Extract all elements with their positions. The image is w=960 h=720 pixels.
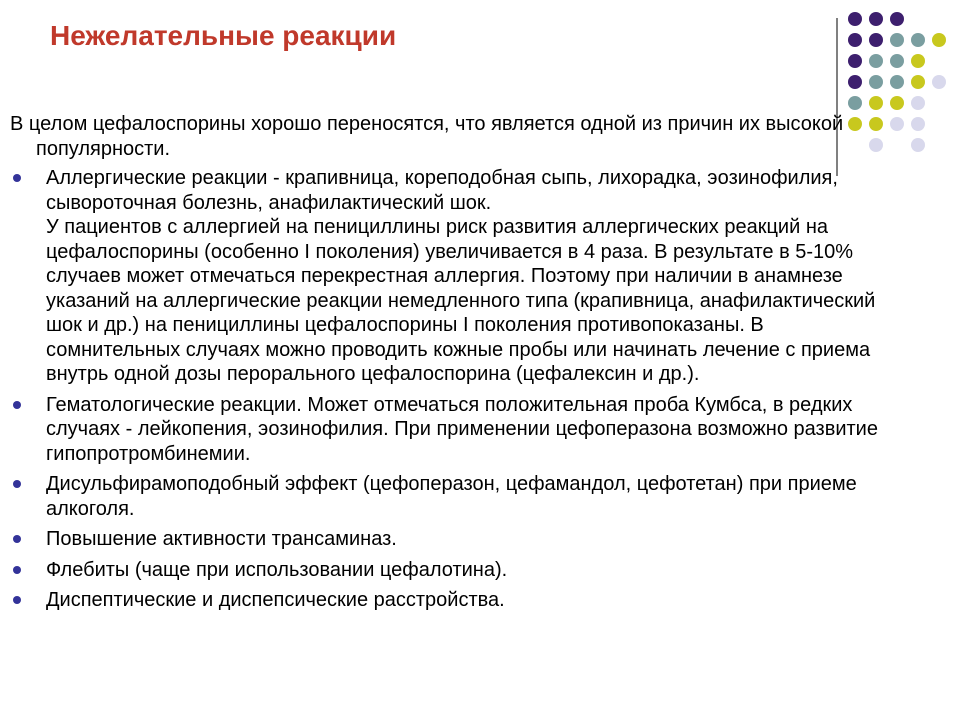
decorative-dot: [848, 33, 862, 47]
bullet-dot-icon: [13, 401, 21, 409]
decorative-dot: [911, 117, 925, 131]
bullet-item: [10, 527, 900, 552]
decorative-dot: [890, 12, 904, 26]
bullet-item: [10, 588, 900, 613]
decorative-dot: [869, 75, 883, 89]
decorative-dot: [869, 12, 883, 26]
bullet-extra-text: У пациентов с аллергией на пенициллины риск развития аллергических реакций на цефалоспорины (особенно I поколения) увеличивается в 4 раза. В результате в 5-10% случаев может отмечаться перекрестная аллергия. Поэтому при наличии в анамнезе указаний на аллергические реакции немедленного типа (крапивница, анафилактический шок и др.) на пенициллины цефалоспорины I поколения противопоказаны. В сомнительных случаях можно проводить кожные пробы или начинать лечение с приема внутрь одной дозы перорального цефалоспорина (цефалексин и др.).: [46, 216, 876, 385]
decorative-dot: [932, 33, 946, 47]
bullet-text: Гематологические реакции. Может отмечаться положительная проба Кумбса, в редких случаях - лейкопения, эозинофилия. При применении цефоперазона возможно развитие гипопротромбинемии.: [46, 393, 878, 465]
bullet-item: [10, 393, 900, 467]
decorative-dot: [911, 138, 925, 152]
bullet-item: [10, 166, 900, 387]
decorative-dot: [890, 54, 904, 68]
bullet-text: Диспептические и диспепсические расстройства.: [46, 589, 505, 611]
decorative-dot: [848, 75, 862, 89]
decorative-dot: [848, 12, 862, 26]
bullet-text: Повышение активности трансаминаз.: [46, 528, 397, 550]
bullet-item: [10, 558, 900, 583]
decorative-dot: [890, 96, 904, 110]
bullet-item: [10, 472, 900, 521]
decorative-dot: [911, 54, 925, 68]
bullet-dot-icon: [13, 174, 21, 182]
intro-paragraph: В целом цефалоспорины хорошо переносятся, что является одной из причин их высокой популярности.: [10, 113, 844, 160]
bullet-dot-icon: [13, 480, 21, 488]
bullet-text: Дисульфирамоподобный эффект (цефоперазон, цефамандол, цефотетан) при приеме алкоголя.: [46, 473, 857, 520]
decorative-dot: [911, 75, 925, 89]
decorative-dot: [890, 33, 904, 47]
bullet-dot-icon: [13, 596, 21, 604]
bullet-dot-icon: [13, 535, 21, 543]
decorative-dot: [911, 33, 925, 47]
slide-body: [10, 112, 900, 619]
decorative-dot: [848, 54, 862, 68]
decorative-dot: [890, 75, 904, 89]
bullet-text: Флебиты (чаще при использовании цефалотина).: [46, 558, 508, 581]
decorative-dot: [869, 96, 883, 110]
decorative-dot: [911, 96, 925, 110]
decorative-dot: [848, 96, 862, 110]
decorative-dot: [869, 54, 883, 68]
decorative-dot: [869, 33, 883, 47]
bullet-dot-icon: [13, 566, 21, 574]
bullet-text: Аллергические реакции - крапивница, кореподобная сыпь, лихорадка, эозинофилия, сывороточная болезнь, анафилактический шок.: [46, 167, 838, 214]
decorative-dot: [932, 75, 946, 89]
slide-title: Нежелательные реакции: [50, 20, 397, 51]
